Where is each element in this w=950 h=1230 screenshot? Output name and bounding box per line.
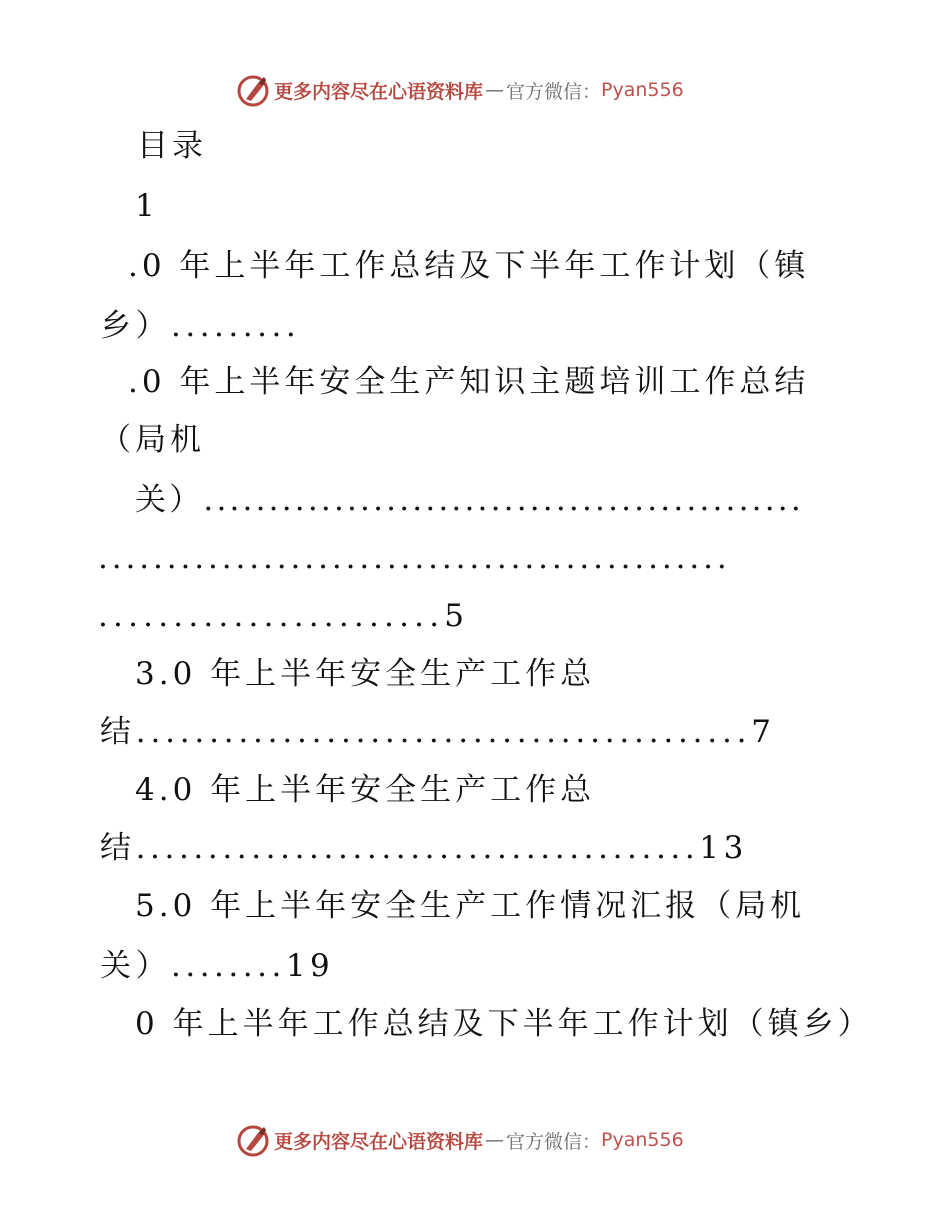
toc-line-15: 0 年上半年工作总结及下半年工作计划（镇乡） bbox=[135, 1006, 873, 1042]
watermark-dash: — bbox=[485, 79, 505, 101]
toc-line-13: 5.0 年上半年安全生产工作情况汇报（局机 bbox=[135, 888, 806, 924]
toc-line-9: 3.0 年上半年安全生产工作总 bbox=[135, 656, 596, 692]
watermark-footer bbox=[236, 1122, 684, 1158]
watermark-dash: — bbox=[485, 1129, 505, 1151]
watermark-site-name: 更多内容尽在心语资料库 bbox=[274, 80, 484, 103]
toc-line-14: 关）........19 bbox=[100, 948, 335, 984]
toc-line-7: .............................................. bbox=[98, 540, 731, 576]
toc-line-2: .0 年上半年工作总结及下半年工作计划（镇 bbox=[128, 248, 810, 284]
watermark-account: Pyan556 bbox=[601, 1129, 684, 1151]
pen-nib-logo-icon bbox=[236, 73, 270, 107]
watermark-wechat-label: 官方微信： bbox=[506, 80, 602, 103]
toc-line-1: 1 bbox=[135, 188, 159, 224]
watermark-header bbox=[236, 72, 684, 108]
toc-line-12: 结.......................................13 bbox=[100, 830, 748, 866]
toc-line-10: 结..........................................7 bbox=[100, 714, 776, 750]
pen-nib-logo-icon bbox=[236, 1123, 270, 1157]
watermark-wechat-label: 官方微信： bbox=[506, 1130, 602, 1153]
toc-line-11: 4.0 年上半年安全生产工作总 bbox=[135, 772, 596, 808]
toc-line-6: 关）.............................................. bbox=[135, 482, 804, 518]
toc-title: 目录 bbox=[137, 128, 207, 164]
toc-line-4: .0 年上半年安全生产知识主题培训工作总结 bbox=[128, 364, 810, 400]
watermark-site-name: 更多内容尽在心语资料库 bbox=[274, 1130, 484, 1153]
toc-line-8: .......................5 bbox=[98, 598, 470, 634]
toc-line-3: 乡）......... bbox=[100, 308, 301, 344]
toc-line-5: （局机 bbox=[100, 422, 205, 458]
watermark-account: Pyan556 bbox=[601, 79, 684, 101]
